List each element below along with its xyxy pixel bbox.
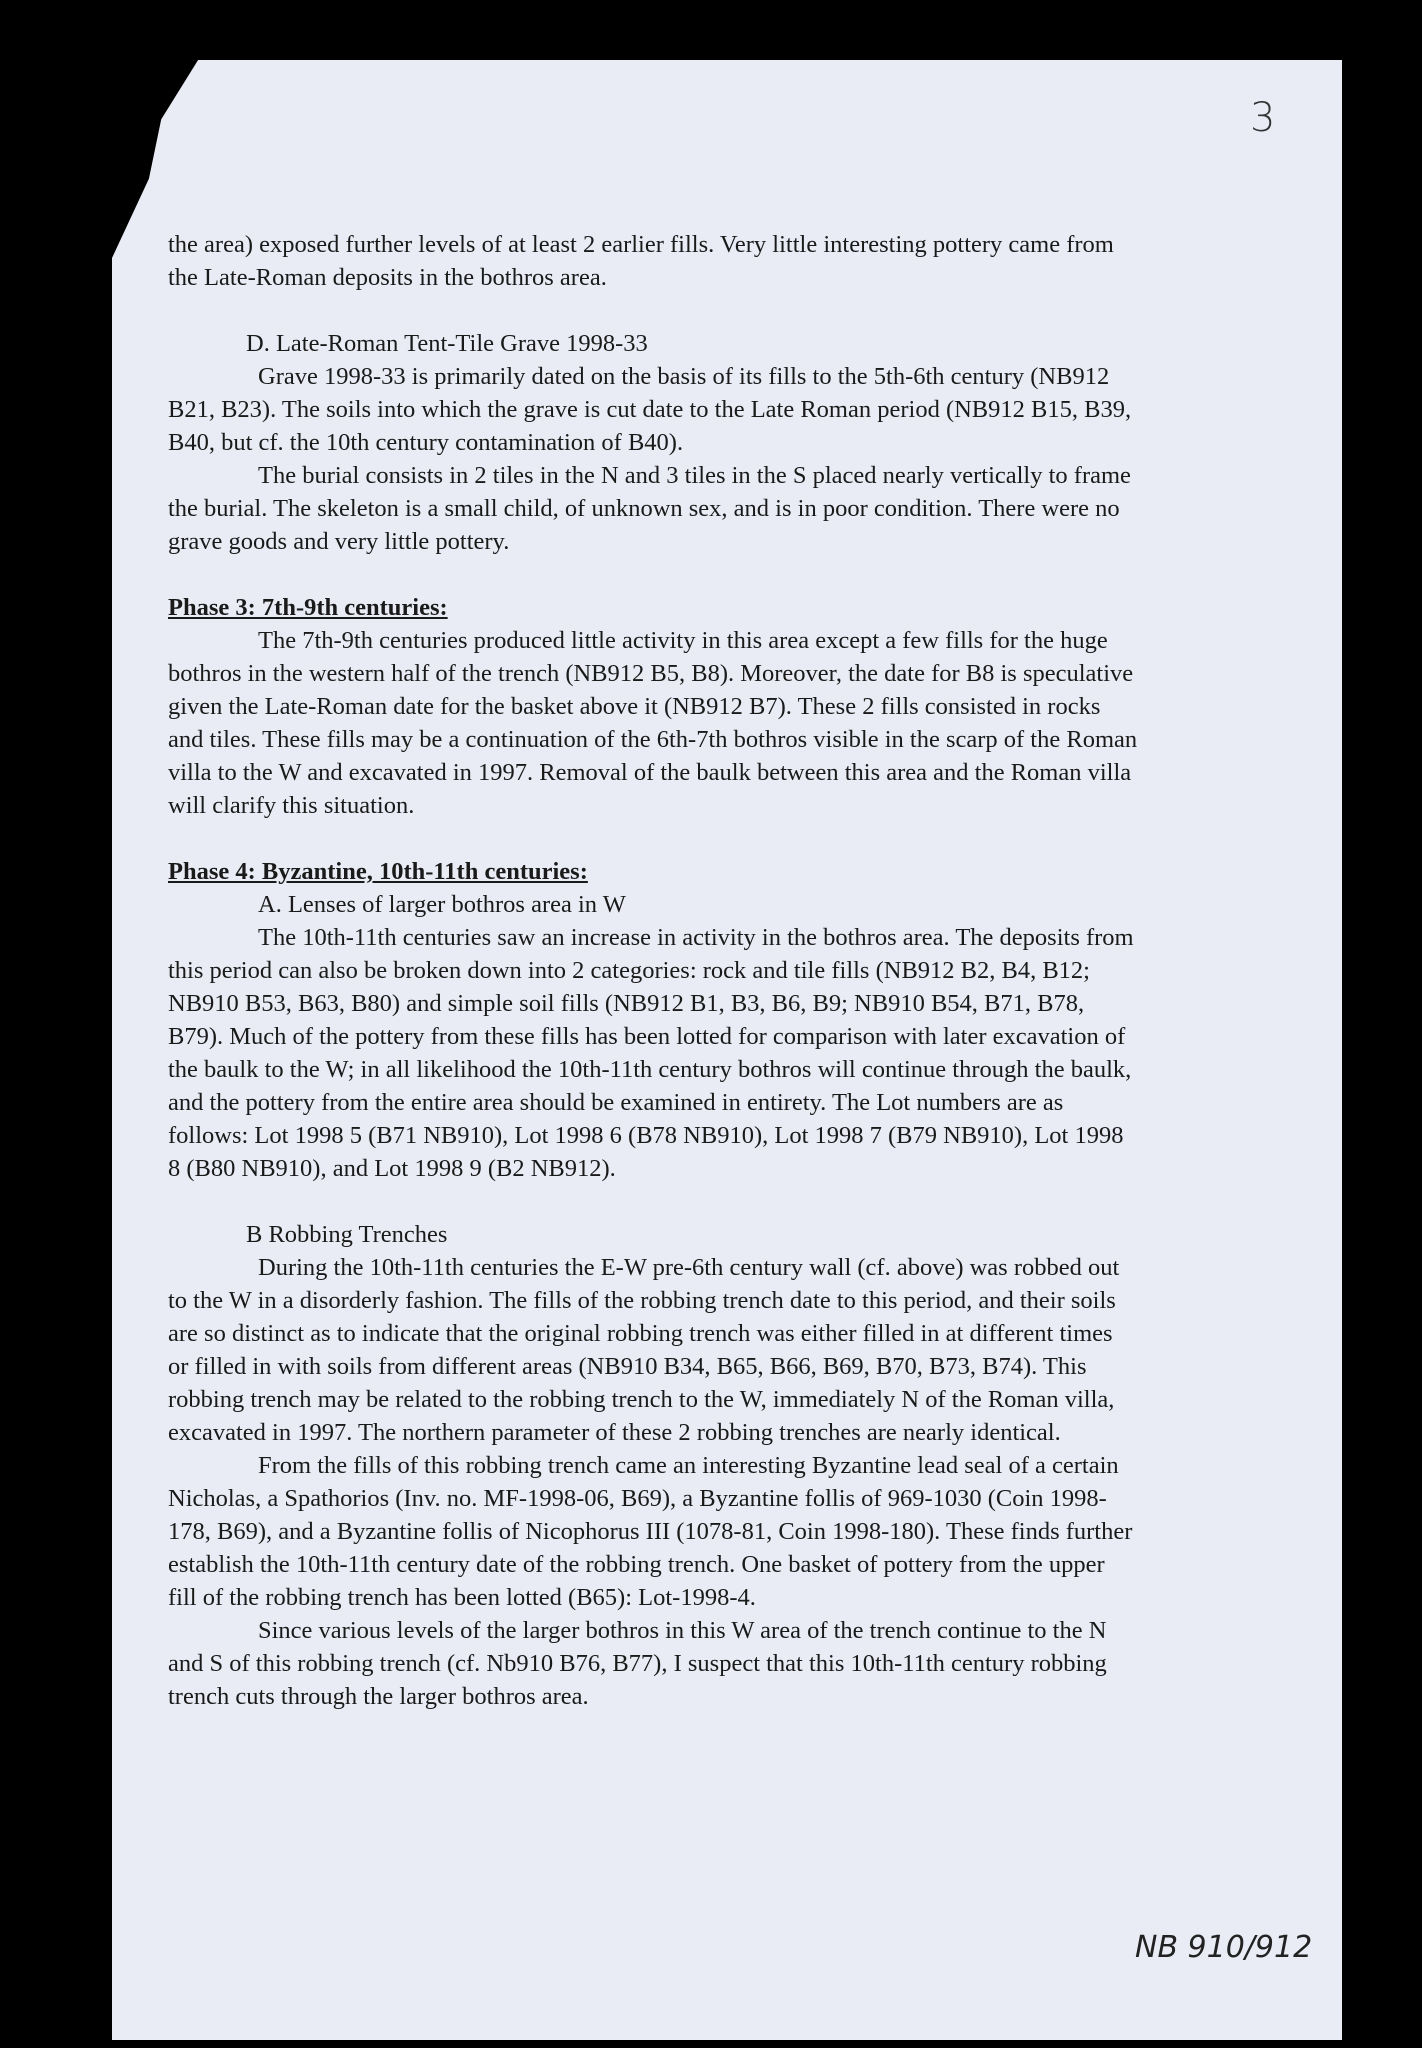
section-b-paragraph-1: During the 10th-11th centuries the E-W pre-6th century wall (cf. above) was robbed out to the W in a disorderly fashion. The fills of the robbing trench date to this period, and their soils are so distinct as to indicate that the original robbing trench was either filled in at different times or filled in with soils from different areas (NB910 B34, B65, B66, B69, B70, B73, B74). This robbing trench may be related to the robbing trench to the W, immediately N of the Roman villa, excavated in 1997. The northern parameter of these 2 robbing trenches are nearly identical. <box>168 1254 1120 1446</box>
section-b-paragraph-2: From the fills of this robbing trench came an interesting Byzantine lead seal of a certain Nicholas, a Spathorios (Inv. no. MF-1998-06, B69), a Byzantine follis of 969-1030 (Coin 1998-178, B69), and a Byzantine follis of Nicophorus III (1078-81, Coin 1998-180). These finds further establish the 10th-11th century date of the robbing trench. One basket of pottery from the upper fill of the robbing trench has been lotted (B65): Lot-1998-4. <box>168 1452 1133 1611</box>
section-b-title: B Robbing Trenches <box>246 1221 448 1248</box>
phase-3-heading: Phase 3: 7th-9th centuries: <box>168 594 448 621</box>
section-d-paragraph-2: The burial consists in 2 tiles in the N and 3 tiles in the S placed nearly vertically to frame the burial. The skeleton is a small child, of unknown sex, and is in poor condition. There were no grave goods and very little pottery. <box>168 462 1131 555</box>
document-body <box>168 228 1138 1713</box>
phase-4-heading: Phase 4: Byzantine, 10th-11th centuries: <box>168 858 588 885</box>
section-b-paragraph-3: Since various levels of the larger bothros in this W area of the trench continue to the N and S of this robbing trench (cf. Nb910 B76, B77), I suspect that this 10th-11th century robbing trench cuts through the larger bothros area. <box>168 1617 1107 1710</box>
section-a-title: A. Lenses of larger bothros area in W <box>258 891 626 918</box>
page-number: 3 <box>1250 95 1276 141</box>
section-d-paragraph-1: Grave 1998-33 is primarily dated on the basis of its fills to the 5th-6th century (NB912 B21, B23). The soils into which the grave is cut date to the Late Roman period (NB912 B15, B39, B40, but cf. the 10th century contamination of B40). <box>168 363 1132 456</box>
section-d-title: D. Late-Roman Tent-Tile Grave 1998-33 <box>246 330 648 357</box>
intro-paragraph: the area) exposed further levels of at least 2 earlier fills. Very little interesting pottery came from the Late-Roman deposits in the bothros area. <box>168 231 1114 291</box>
section-a-paragraph: The 10th-11th centuries saw an increase in activity in the bothros area. The deposits from this period can also be broken down into 2 categories: rock and tile fills (NB912 B2, B4, B12; NB910 B53, B63, B80) and simple soil fills (NB912 B1, B3, B6, B9; NB910 B54, B71, B78, B79). Much of the pottery from these fills has been lotted for comparison with later excavation of the baulk to the W; in all likelihood the 10th-11th century bothros will continue through the baulk, and the pottery from the entire area should be examined in entirety. The Lot numbers are as follows: Lot 1998 5 (B71 NB910), Lot 1998 6 (B78 NB910), Lot 1998 7 (B79 NB910), Lot 1998 8 (B80 NB910), and Lot 1998 9 (B2 NB912). <box>168 924 1134 1182</box>
notebook-reference: NB 910/912 <box>1135 1930 1313 1965</box>
phase-3-paragraph: The 7th-9th centuries produced little activity in this area except a few fills for the huge bothros in the western half of the trench (NB912 B5, B8). Moreover, the date for B8 is speculative given the Late-Roman date for the basket above it (NB912 B7). These 2 fills consisted in rocks and tiles. These fills may be a continuation of the 6th-7th bothros visible in the scarp of the Roman villa to the W and excavated in 1997. Removal of the baulk between this area and the Roman villa will clarify this situation. <box>168 627 1138 819</box>
